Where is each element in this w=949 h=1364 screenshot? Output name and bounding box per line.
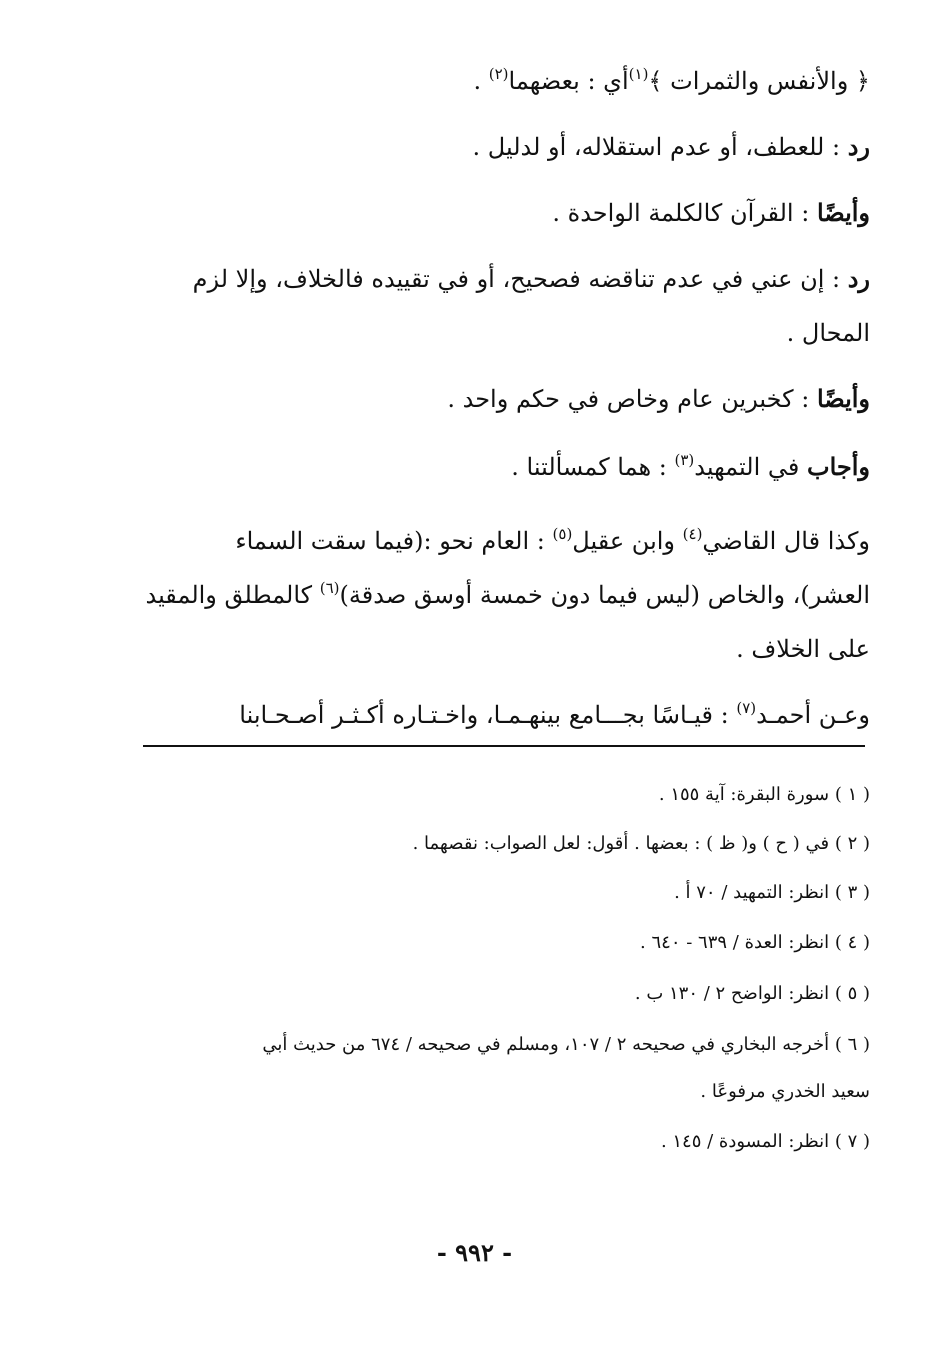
footnote-6-continued: سعيد الخدري مرفوعًا . [700,1081,870,1102]
text-line-4: رد : إن عني في عدم تناقضه فصحيح، أو في تقييده فالخلاف، وإلا لزم [192,264,870,293]
footnote-ref-1: (١) [628,65,649,83]
text-line-2: رد : للعطف، أو عدم استقلاله، أو لدليل . [472,132,870,161]
text-line-5: المحال . [786,319,870,347]
text-line-1: ﴿ والأنفس والثمرات ﴾$^{(١)}$أي : بعضهما$^{(٢)}$ . [473,65,870,95]
footnote-ref-7: (٧) [736,699,757,717]
footnote-4: ( ٤ ) انظر: العدة / ٦٣٩ - ٦٤٠ . [640,932,870,953]
footnote-5: ( ٥ ) انظر: الواضح ٢ / ١٣٠ ب . [634,983,870,1004]
footnote-1: ( ١ ) سورة البقرة: آية ١٥٥ . [658,784,870,805]
footnote-ref-4: (٤) [682,525,703,543]
footnote-2: ( ٢ ) في ( ح ) و( ظ ) : بعضها . أقول: لعل الصواب: نقصهما . [412,833,870,854]
footnote-ref-5: (٥) [552,525,573,543]
text-line-7: وأجاب في التمهيد$^{(٣)}$ : هما كمسألتنا . [511,451,870,481]
footnote-ref-6: (٦) [319,579,340,597]
text-line-9: العشر)، والخاص (ليس فيما دون خمسة أوسق صدقة)$^{(٦)}$ كالمطلق والمقيد [145,579,870,609]
footnote-ref-3: (٣) [674,451,695,469]
text-line-3: وأيضًا : القرآن كالكلمة الواحدة . [552,198,870,227]
footnote-6: ( ٦ ) أخرجه البخاري في صحيحه ٢ / ١٠٧، ومسلم في صحيحه / ٦٧٤ من حديث أبي [262,1034,870,1055]
text-line-8: وكذا قال القاضي$^{(٤)}$ وابن عقيل$^{(٥)}$ : العام نحو :(فيما سقت السماء [235,525,870,555]
footnote-3: ( ٣ ) انظر: التمهيد / ٧٠ أ . [674,882,870,903]
page-number: - ٩٩٢ - [436,1238,513,1267]
text-line-10: على الخلاف . [736,635,870,663]
footnote-ref-2: (٢) [488,65,509,83]
text-line-6: وأيضًا : كخبرين عام وخاص في حكم واحد . [447,384,870,413]
footnote-7: ( ٧ ) انظر: المسودة / ١٤٥ . [660,1131,870,1152]
text-line-11: وعـن أحمـد$^{(٧)}$ : قيـاسًا بجـــامع بينهـمـا، واخـتـاره أكـثـر أصـحـابنا [239,699,870,729]
footnote-separator [143,745,865,747]
